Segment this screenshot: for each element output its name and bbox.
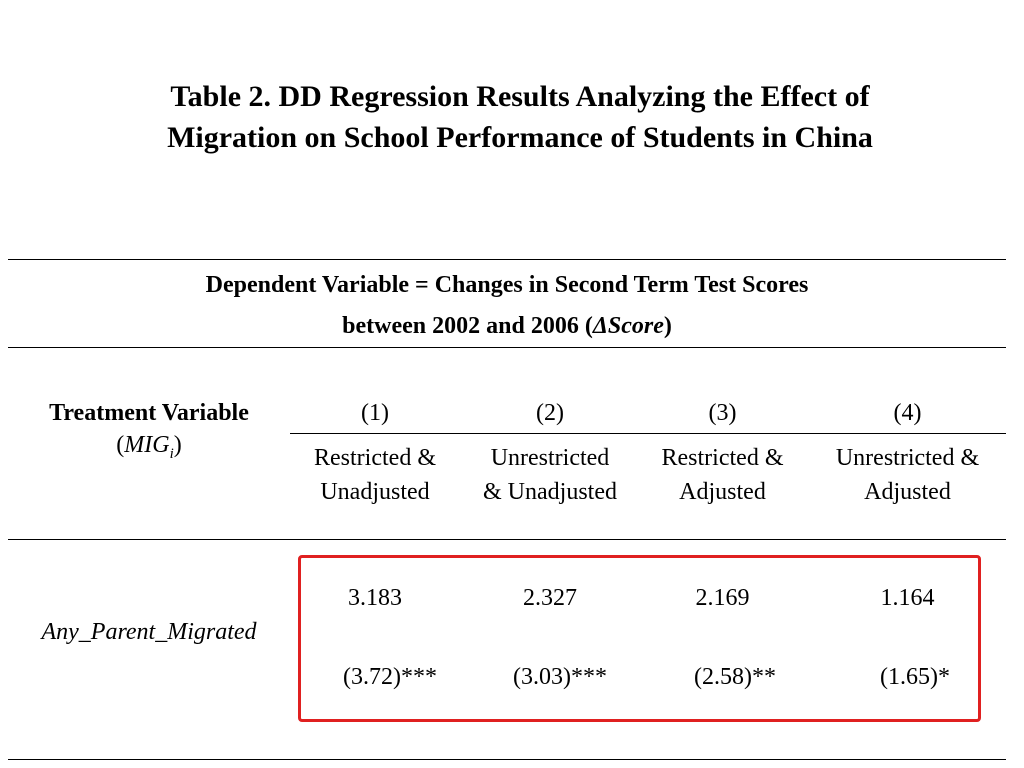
highlight-box xyxy=(298,555,981,722)
column-description: Restricted & Adjusted xyxy=(661,445,784,505)
dependent-variable-line-2: between 2002 and 2006 (ΔScore) xyxy=(342,313,672,339)
column-description: Unrestricted & Unadjusted xyxy=(483,445,617,505)
coefficient-cell: 2.327 xyxy=(523,585,577,611)
table-title-line-1: Table 2. DD Regression Results Analyzing the Effect of xyxy=(170,80,870,113)
table-title-line-2: Migration on School Performance of Students in China xyxy=(167,121,873,154)
dependent-variable-header xyxy=(0,270,1014,341)
coefficient-cell: 3.183 xyxy=(348,585,402,611)
column-number: (1) xyxy=(361,400,389,426)
table-title xyxy=(0,76,1024,158)
t-stat-cell: (1.65)* xyxy=(880,664,950,690)
dependent-variable-line-1: Dependent Variable = Changes in Second Term Test Scores xyxy=(205,272,809,298)
coefficient-cell: 1.164 xyxy=(880,585,935,611)
row-label: Any_Parent_Migrated xyxy=(41,619,257,645)
bottom-rule xyxy=(8,759,1006,760)
t-stat-cell: (2.58)** xyxy=(694,664,776,690)
treatment-variable-header xyxy=(8,397,290,470)
dependent-variable-rule xyxy=(8,347,1006,348)
treatment-variable-symbol: $(MIG_i)$ xyxy=(116,432,182,462)
delta-score-label: ΔScore xyxy=(592,313,664,339)
treatment-variable-label: Treatment Variable xyxy=(49,400,249,426)
t-stat-cell: (3.72)*** xyxy=(343,664,437,690)
column-description: Unrestricted & Adjusted xyxy=(835,445,980,505)
column-number: (2) xyxy=(536,400,564,426)
header-bottom-rule xyxy=(8,539,1006,540)
t-stat-cell: (3.03)*** xyxy=(513,664,607,690)
column-description: Restricted & Unadjusted xyxy=(314,445,436,505)
top-rule xyxy=(8,259,1006,260)
coefficient-cell: 2.169 xyxy=(695,585,750,611)
column-number: (3) xyxy=(708,400,737,426)
column-number-rule xyxy=(290,433,1006,434)
column-number: (4) xyxy=(893,400,922,426)
